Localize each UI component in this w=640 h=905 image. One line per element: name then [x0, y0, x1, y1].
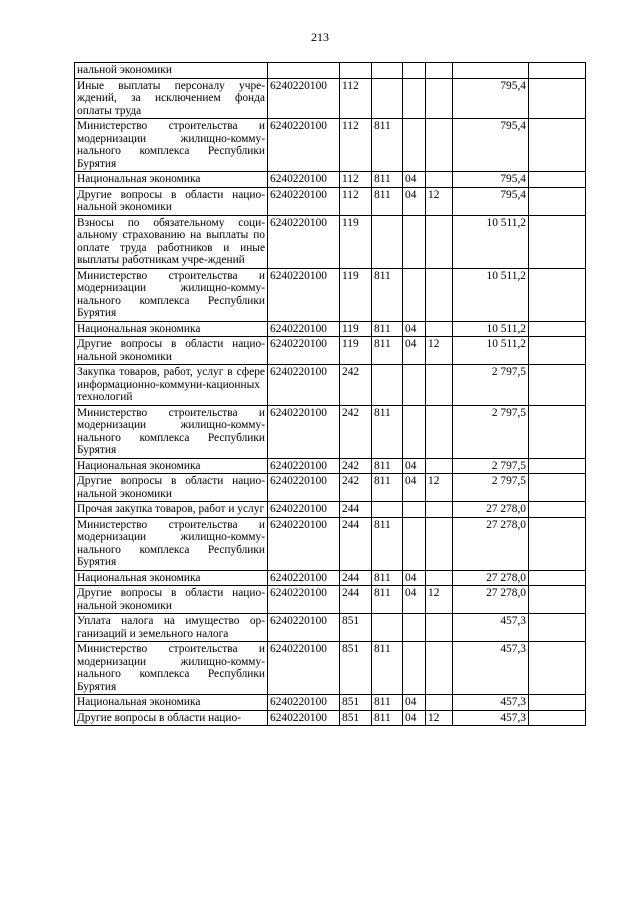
expense-type-cell: 112: [340, 187, 372, 215]
amount-cell: 795,4: [453, 78, 529, 119]
row-name-cell: Взносы по обязательному соци-альному страхованию на выплаты по оплате труда работников и иные выплаты работникам учре-ждений: [75, 215, 268, 268]
extra-cell: [529, 710, 586, 726]
extra-cell: [529, 78, 586, 119]
table-row: [75, 187, 586, 215]
table-row: [75, 710, 586, 726]
section-cell: [403, 405, 426, 458]
section-cell: [403, 119, 426, 172]
budget-table: [74, 62, 586, 726]
administrator-code-cell: [372, 78, 403, 119]
target-article-cell: 6240220100: [268, 268, 340, 321]
amount-cell: 27 278,0: [453, 586, 529, 614]
extra-cell: [529, 614, 586, 642]
row-name-cell: Национальная экономика: [75, 570, 268, 586]
administrator-code-cell: 811: [372, 517, 403, 570]
row-name-cell: Национальная экономика: [75, 695, 268, 711]
amount-cell: 795,4: [453, 172, 529, 188]
section-cell: 04: [403, 321, 426, 337]
extra-cell: [529, 321, 586, 337]
target-article-cell: [268, 63, 340, 79]
amount-cell: 27 278,0: [453, 502, 529, 518]
expense-type-cell: 242: [340, 474, 372, 502]
expense-type-cell: 112: [340, 78, 372, 119]
table-row: [75, 78, 586, 119]
extra-cell: [529, 405, 586, 458]
page-number: 213: [311, 30, 329, 44]
amount-cell: 795,4: [453, 187, 529, 215]
extra-cell: [529, 63, 586, 79]
table-body: [75, 63, 586, 726]
extra-cell: [529, 365, 586, 406]
target-article-cell: 6240220100: [268, 710, 340, 726]
row-name-cell: Другие вопросы в области нацио-нальной экономики: [75, 187, 268, 215]
administrator-code-cell: 811: [372, 405, 403, 458]
subsection-cell: [426, 502, 453, 518]
administrator-code-cell: 811: [372, 119, 403, 172]
table-row: [75, 321, 586, 337]
extra-cell: [529, 570, 586, 586]
table-row: [75, 119, 586, 172]
extra-cell: [529, 187, 586, 215]
table-row: [75, 337, 586, 365]
administrator-code-cell: 811: [372, 458, 403, 474]
expense-type-cell: 119: [340, 268, 372, 321]
target-article-cell: 6240220100: [268, 337, 340, 365]
subsection-cell: 12: [426, 474, 453, 502]
extra-cell: [529, 268, 586, 321]
section-cell: [403, 614, 426, 642]
administrator-code-cell: 811: [372, 268, 403, 321]
subsection-cell: [426, 321, 453, 337]
administrator-code-cell: [372, 365, 403, 406]
amount-cell: 457,3: [453, 695, 529, 711]
administrator-code-cell: 811: [372, 710, 403, 726]
administrator-code-cell: 811: [372, 570, 403, 586]
subsection-cell: [426, 119, 453, 172]
extra-cell: [529, 502, 586, 518]
administrator-code-cell: 811: [372, 172, 403, 188]
administrator-code-cell: 811: [372, 695, 403, 711]
extra-cell: [529, 642, 586, 695]
amount-cell: 10 511,2: [453, 337, 529, 365]
extra-cell: [529, 695, 586, 711]
target-article-cell: 6240220100: [268, 570, 340, 586]
administrator-code-cell: [372, 63, 403, 79]
section-cell: 04: [403, 458, 426, 474]
section-cell: 04: [403, 710, 426, 726]
administrator-code-cell: [372, 502, 403, 518]
amount-cell: 10 511,2: [453, 321, 529, 337]
section-cell: [403, 215, 426, 268]
extra-cell: [529, 474, 586, 502]
table-row: [75, 517, 586, 570]
expense-type-cell: 851: [340, 642, 372, 695]
administrator-code-cell: 811: [372, 321, 403, 337]
expense-type-cell: 242: [340, 405, 372, 458]
expense-type-cell: 851: [340, 695, 372, 711]
target-article-cell: 6240220100: [268, 172, 340, 188]
row-name-cell: Закупка товаров, работ, услуг в сфере информационно-коммуни-кационных технологий: [75, 365, 268, 406]
administrator-code-cell: 811: [372, 642, 403, 695]
table-row: [75, 614, 586, 642]
expense-type-cell: 851: [340, 614, 372, 642]
table-row: [75, 63, 586, 79]
row-name-cell: Национальная экономика: [75, 321, 268, 337]
section-cell: [403, 642, 426, 695]
section-cell: [403, 268, 426, 321]
target-article-cell: 6240220100: [268, 215, 340, 268]
subsection-cell: [426, 405, 453, 458]
amount-cell: 10 511,2: [453, 268, 529, 321]
row-name-cell: Министерство строительства и модернизации жилищно-комму-нального комплекса Республики Бурятия: [75, 405, 268, 458]
section-cell: 04: [403, 337, 426, 365]
administrator-code-cell: 811: [372, 586, 403, 614]
subsection-cell: 12: [426, 337, 453, 365]
subsection-cell: 12: [426, 586, 453, 614]
amount-cell: 27 278,0: [453, 570, 529, 586]
expense-type-cell: 112: [340, 172, 372, 188]
section-cell: 04: [403, 187, 426, 215]
amount-cell: 2 797,5: [453, 365, 529, 406]
extra-cell: [529, 337, 586, 365]
amount-cell: 457,3: [453, 614, 529, 642]
extra-cell: [529, 172, 586, 188]
subsection-cell: [426, 268, 453, 321]
expense-type-cell: 851: [340, 710, 372, 726]
section-cell: 04: [403, 474, 426, 502]
target-article-cell: 6240220100: [268, 642, 340, 695]
extra-cell: [529, 586, 586, 614]
target-article-cell: 6240220100: [268, 78, 340, 119]
row-name-cell: Министерство строительства и модернизации жилищно-комму-нального комплекса Республики Бурятия: [75, 268, 268, 321]
administrator-code-cell: 811: [372, 474, 403, 502]
extra-cell: [529, 215, 586, 268]
section-cell: [403, 517, 426, 570]
table-row: [75, 458, 586, 474]
subsection-cell: [426, 78, 453, 119]
row-name-cell: Другие вопросы в области нацио-нальной экономики: [75, 474, 268, 502]
table-row: [75, 586, 586, 614]
expense-type-cell: 244: [340, 502, 372, 518]
amount-cell: 2 797,5: [453, 458, 529, 474]
amount-cell: 10 511,2: [453, 215, 529, 268]
subsection-cell: [426, 570, 453, 586]
row-name-cell: Уплата налога на имущество ор-ганизаций и земельного налога: [75, 614, 268, 642]
section-cell: 04: [403, 586, 426, 614]
row-name-cell: Национальная экономика: [75, 458, 268, 474]
section-cell: 04: [403, 695, 426, 711]
extra-cell: [529, 458, 586, 474]
table-row: [75, 215, 586, 268]
extra-cell: [529, 119, 586, 172]
target-article-cell: 6240220100: [268, 614, 340, 642]
expense-type-cell: 244: [340, 586, 372, 614]
expense-type-cell: 119: [340, 337, 372, 365]
table-row: [75, 502, 586, 518]
expense-type-cell: [340, 63, 372, 79]
row-name-cell: Иные выплаты персоналу учре-ждений, за исключением фонда оплаты труда: [75, 78, 268, 119]
row-name-cell: Другие вопросы в области нацио-нальной экономики: [75, 337, 268, 365]
table-row: [75, 474, 586, 502]
administrator-code-cell: 811: [372, 187, 403, 215]
subsection-cell: [426, 458, 453, 474]
target-article-cell: 6240220100: [268, 474, 340, 502]
table-row: [75, 405, 586, 458]
expense-type-cell: 244: [340, 570, 372, 586]
subsection-cell: [426, 172, 453, 188]
row-name-cell: нальной экономики: [75, 63, 268, 79]
row-name-cell: Другие вопросы в области нацио-нальной экономики: [75, 586, 268, 614]
subsection-cell: [426, 215, 453, 268]
subsection-cell: [426, 642, 453, 695]
row-name-cell: Национальная экономика: [75, 172, 268, 188]
amount-cell: 457,3: [453, 642, 529, 695]
subsection-cell: [426, 63, 453, 79]
section-cell: [403, 365, 426, 406]
table-row: [75, 172, 586, 188]
target-article-cell: 6240220100: [268, 405, 340, 458]
row-name-cell: Прочая закупка товаров, работ и услуг: [75, 502, 268, 518]
subsection-cell: 12: [426, 710, 453, 726]
amount-cell: [453, 63, 529, 79]
subsection-cell: [426, 517, 453, 570]
target-article-cell: 6240220100: [268, 365, 340, 406]
target-article-cell: 6240220100: [268, 517, 340, 570]
amount-cell: 2 797,5: [453, 405, 529, 458]
target-article-cell: 6240220100: [268, 695, 340, 711]
administrator-code-cell: [372, 215, 403, 268]
section-cell: 04: [403, 172, 426, 188]
expense-type-cell: 119: [340, 321, 372, 337]
amount-cell: 27 278,0: [453, 517, 529, 570]
row-name-cell: Министерство строительства и модернизации жилищно-комму-нального комплекса Республики Бурятия: [75, 517, 268, 570]
target-article-cell: 6240220100: [268, 119, 340, 172]
section-cell: 04: [403, 570, 426, 586]
administrator-code-cell: 811: [372, 337, 403, 365]
table-row: [75, 642, 586, 695]
table-row: [75, 570, 586, 586]
subsection-cell: 12: [426, 187, 453, 215]
administrator-code-cell: [372, 614, 403, 642]
expense-type-cell: 119: [340, 215, 372, 268]
section-cell: [403, 78, 426, 119]
expense-type-cell: 242: [340, 458, 372, 474]
amount-cell: 457,3: [453, 710, 529, 726]
target-article-cell: 6240220100: [268, 321, 340, 337]
extra-cell: [529, 517, 586, 570]
row-name-cell: Другие вопросы в области нацио-: [75, 710, 268, 726]
section-cell: [403, 63, 426, 79]
amount-cell: 795,4: [453, 119, 529, 172]
expense-type-cell: 242: [340, 365, 372, 406]
subsection-cell: [426, 365, 453, 406]
table-row: [75, 695, 586, 711]
subsection-cell: [426, 695, 453, 711]
target-article-cell: 6240220100: [268, 502, 340, 518]
subsection-cell: [426, 614, 453, 642]
target-article-cell: 6240220100: [268, 187, 340, 215]
row-name-cell: Министерство строительства и модернизации жилищно-комму-нального комплекса Республики Бурятия: [75, 119, 268, 172]
expense-type-cell: 112: [340, 119, 372, 172]
table-row: [75, 365, 586, 406]
row-name-cell: Министерство строительства и модернизации жилищно-комму-нального комплекса Республики Бурятия: [75, 642, 268, 695]
expense-type-cell: 244: [340, 517, 372, 570]
section-cell: [403, 502, 426, 518]
target-article-cell: 6240220100: [268, 458, 340, 474]
amount-cell: 2 797,5: [453, 474, 529, 502]
table-row: [75, 268, 586, 321]
target-article-cell: 6240220100: [268, 586, 340, 614]
